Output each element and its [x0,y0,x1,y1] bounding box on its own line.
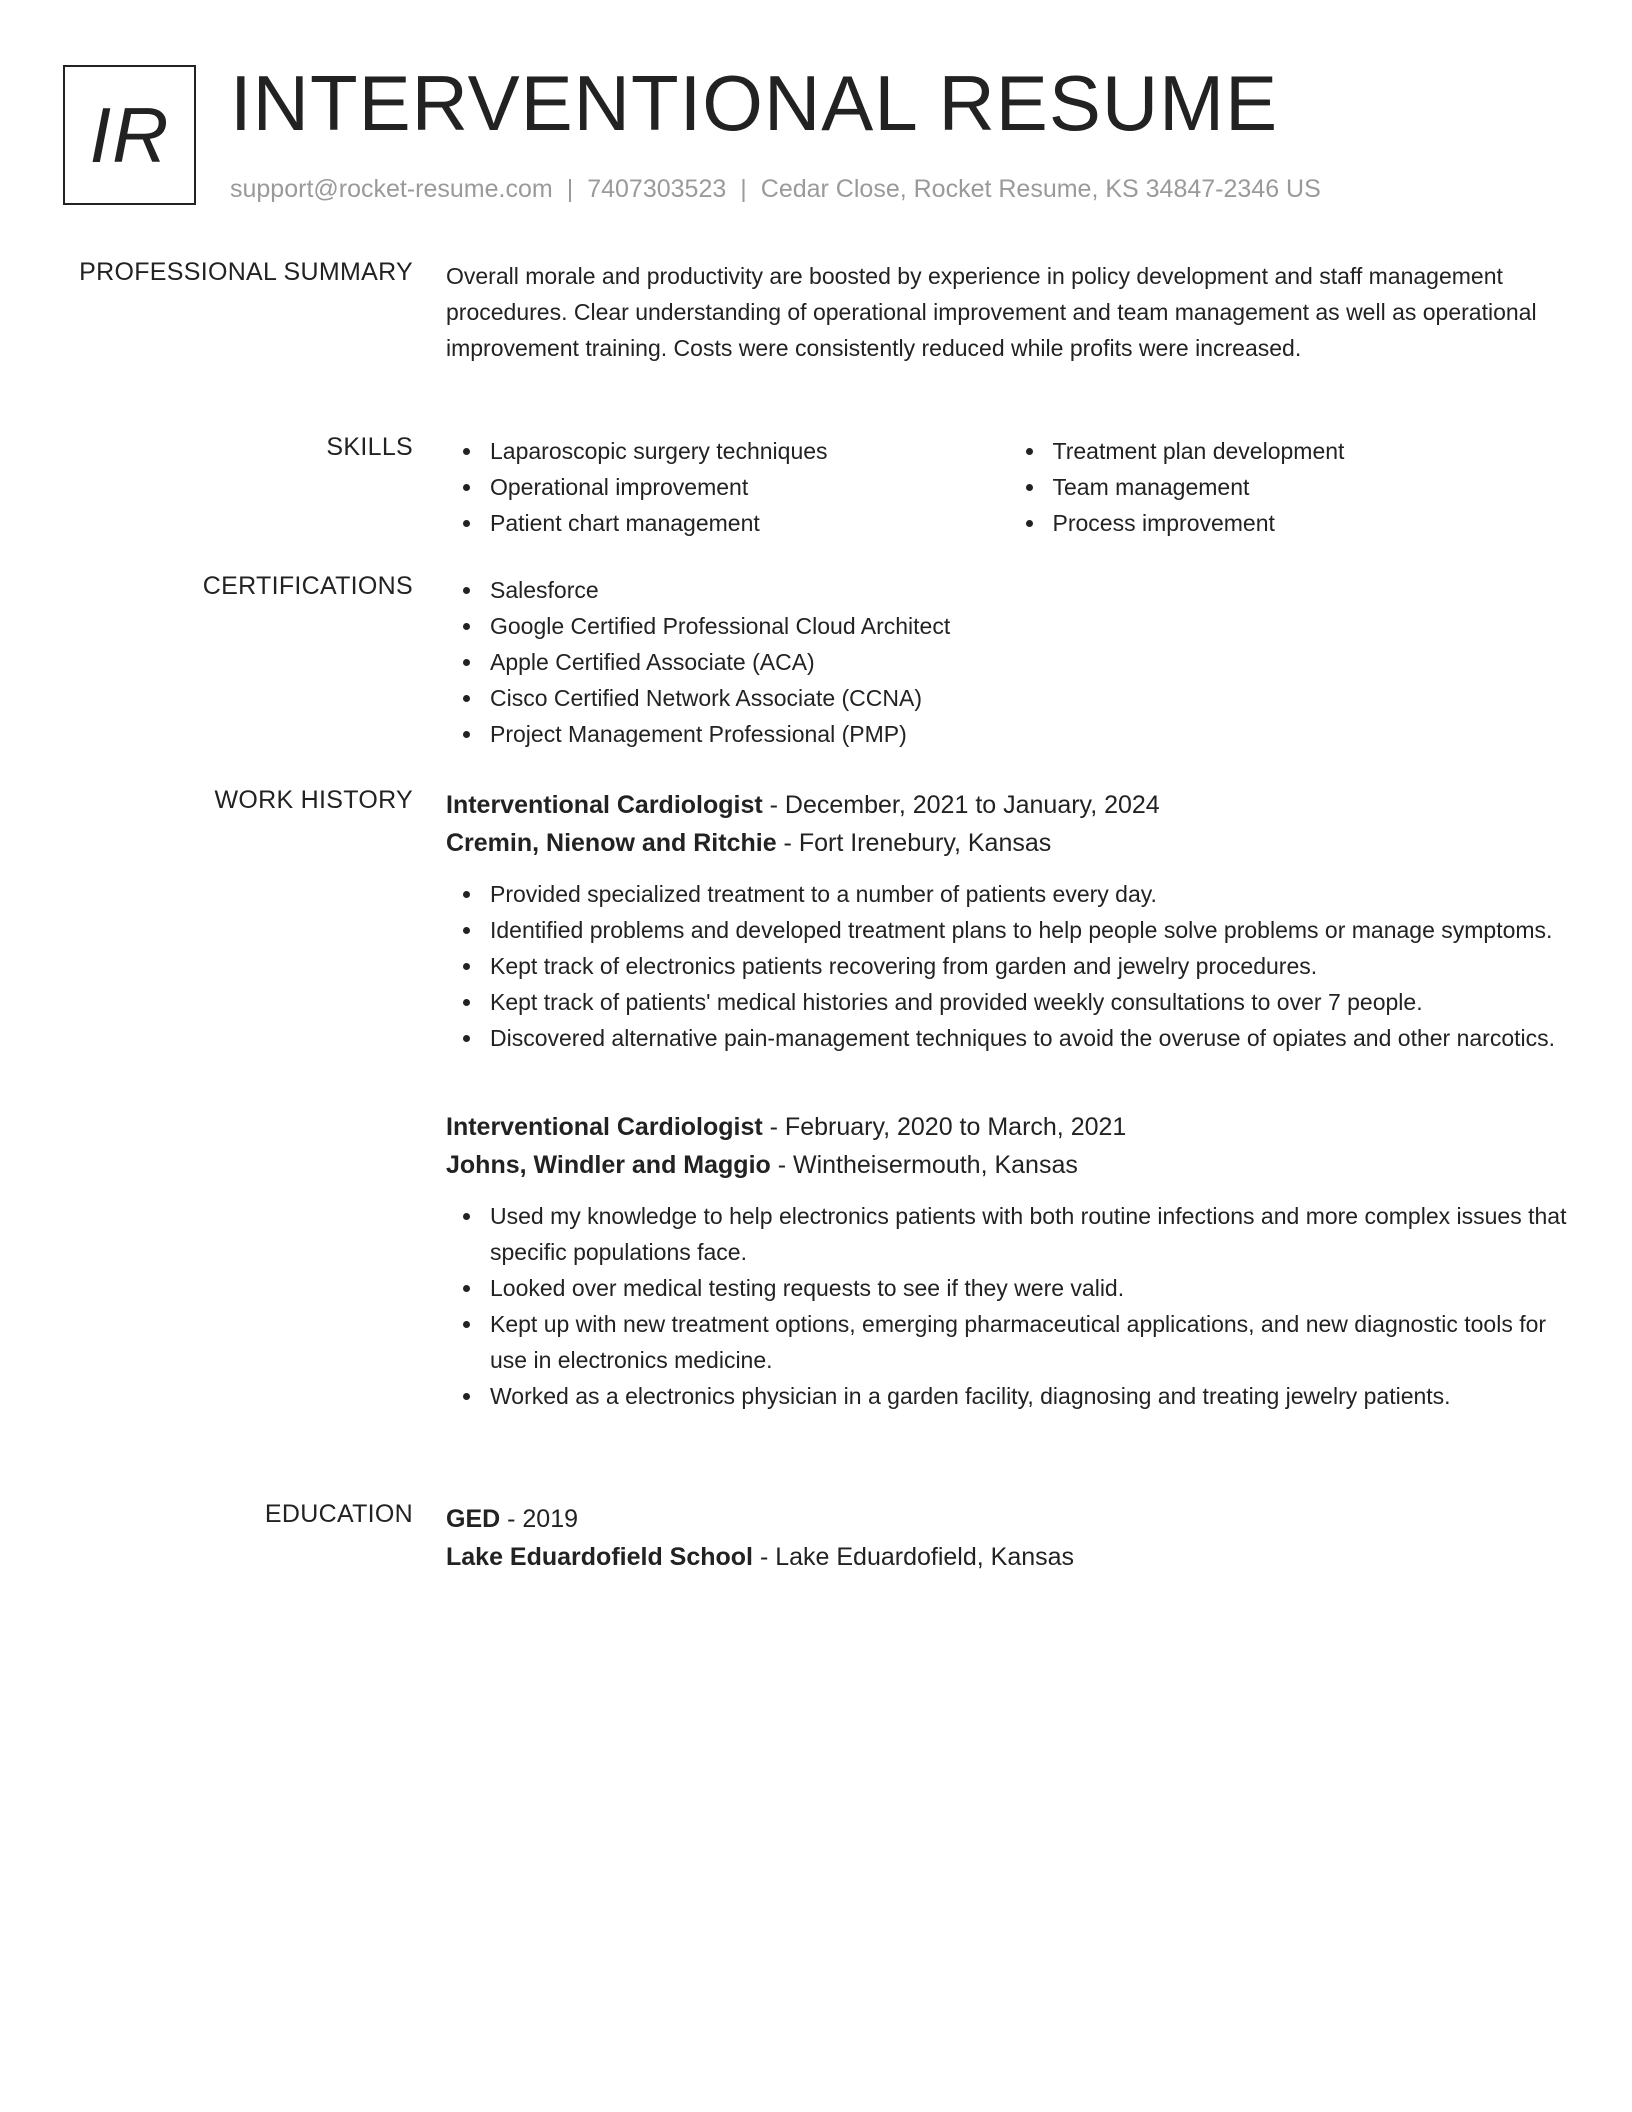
job-duty: Kept track of patients' medical histories and provided weekly consultations to over 7 people. [490,984,1571,1020]
job-company-line [446,824,1571,862]
certification-item: Apple Certified Associate (ACA) [490,644,1571,680]
certifications-list [446,572,1571,752]
job-duty: Identified problems and developed treatment plans to help people solve problems or manage symptoms. [490,912,1571,948]
section-label-summary: PROFESSIONAL SUMMARY [79,258,413,286]
section-label-certifications: CERTIFICATIONS [202,572,413,600]
job-company: Cremin, Nienow and Ritchie [446,829,777,857]
job-title: Interventional Cardiologist [446,791,763,819]
job-location: - Fort Irenebury, Kansas [776,829,1052,857]
contact-address: Cedar Close, Rocket Resume, KS 34847-2346 US [760,175,1321,203]
skills-list-left [446,433,1009,541]
resume-header [63,59,1563,210]
education-degree: GED [446,1505,501,1533]
certification-item: Google Certified Professional Cloud Architect [490,608,1571,644]
skills-list-right [1009,433,1572,541]
skill-item: Process improvement [1053,505,1572,541]
job-title: Interventional Cardiologist [446,1113,763,1141]
job-duties [446,876,1571,1056]
certification-item: Salesforce [490,572,1571,608]
summary-text: Overall morale and productivity are boosted by experience in policy development and staff management procedures. Clear understanding of operational improvement and team management as well as operational improvement training. Costs were consistently reduced while profits were increased. [446,263,1537,361]
contact-line [230,175,1321,204]
skill-item: Team management [1053,469,1572,505]
job-entry [446,786,1571,1056]
job-heading [446,786,1571,824]
certification-item: Project Management Professional (PMP) [490,716,1571,752]
education-year: - 2019 [500,1505,579,1533]
job-duty: Worked as a electronics physician in a garden facility, diagnosing and treating jewelry patients. [490,1378,1571,1414]
job-duty: Discovered alternative pain-management techniques to avoid the overuse of opiates and other narcotics. [490,1020,1571,1056]
certification-item: Cisco Certified Network Associate (CCNA) [490,680,1571,716]
skill-item: Operational improvement [490,469,1009,505]
job-duty: Looked over medical testing requests to see if they were valid. [490,1270,1571,1306]
contact-separator: | [740,175,747,203]
job-location: - Wintheisermouth, Kansas [770,1151,1078,1179]
contact-email: support@rocket-resume.com [230,175,553,203]
education-location: - Lake Eduardofield, Kansas [753,1543,1075,1571]
job-duty: Kept up with new treatment options, emerging pharmaceutical applications, and new diagnostic tools for use in electronics medicine. [490,1306,1571,1378]
contact-phone: 7407303523 [587,175,727,203]
job-entry [446,1108,1571,1414]
section-label-skills: SKILLS [326,433,413,461]
skill-item: Treatment plan development [1053,433,1572,469]
job-dates: - December, 2021 to January, 2024 [762,791,1160,819]
resume-name: INTERVENTIONAL RESUME [230,59,1279,147]
section-label-work: WORK HISTORY [214,786,413,814]
education-school-line [446,1538,1571,1576]
job-duty: Used my knowledge to help electronics patients with both routine infections and more complex issues that specific populations face. [490,1198,1571,1270]
monogram-logo: IR [63,65,196,205]
education-school: Lake Eduardofield School [446,1543,753,1571]
section-label-education: EDUCATION [264,1500,413,1528]
education-degree-line [446,1500,1571,1538]
job-company-line [446,1146,1571,1184]
job-dates: - February, 2020 to March, 2021 [762,1113,1127,1141]
skill-item: Laparoscopic surgery techniques [490,433,1009,469]
skill-item: Patient chart management [490,505,1009,541]
job-heading [446,1108,1571,1146]
job-company: Johns, Windler and Maggio [446,1151,771,1179]
contact-separator: | [566,175,574,203]
job-duty: Kept track of electronics patients recovering from garden and jewelry procedures. [490,948,1571,984]
job-duty: Provided specialized treatment to a number of patients every day. [490,876,1571,912]
job-duties [446,1198,1571,1414]
